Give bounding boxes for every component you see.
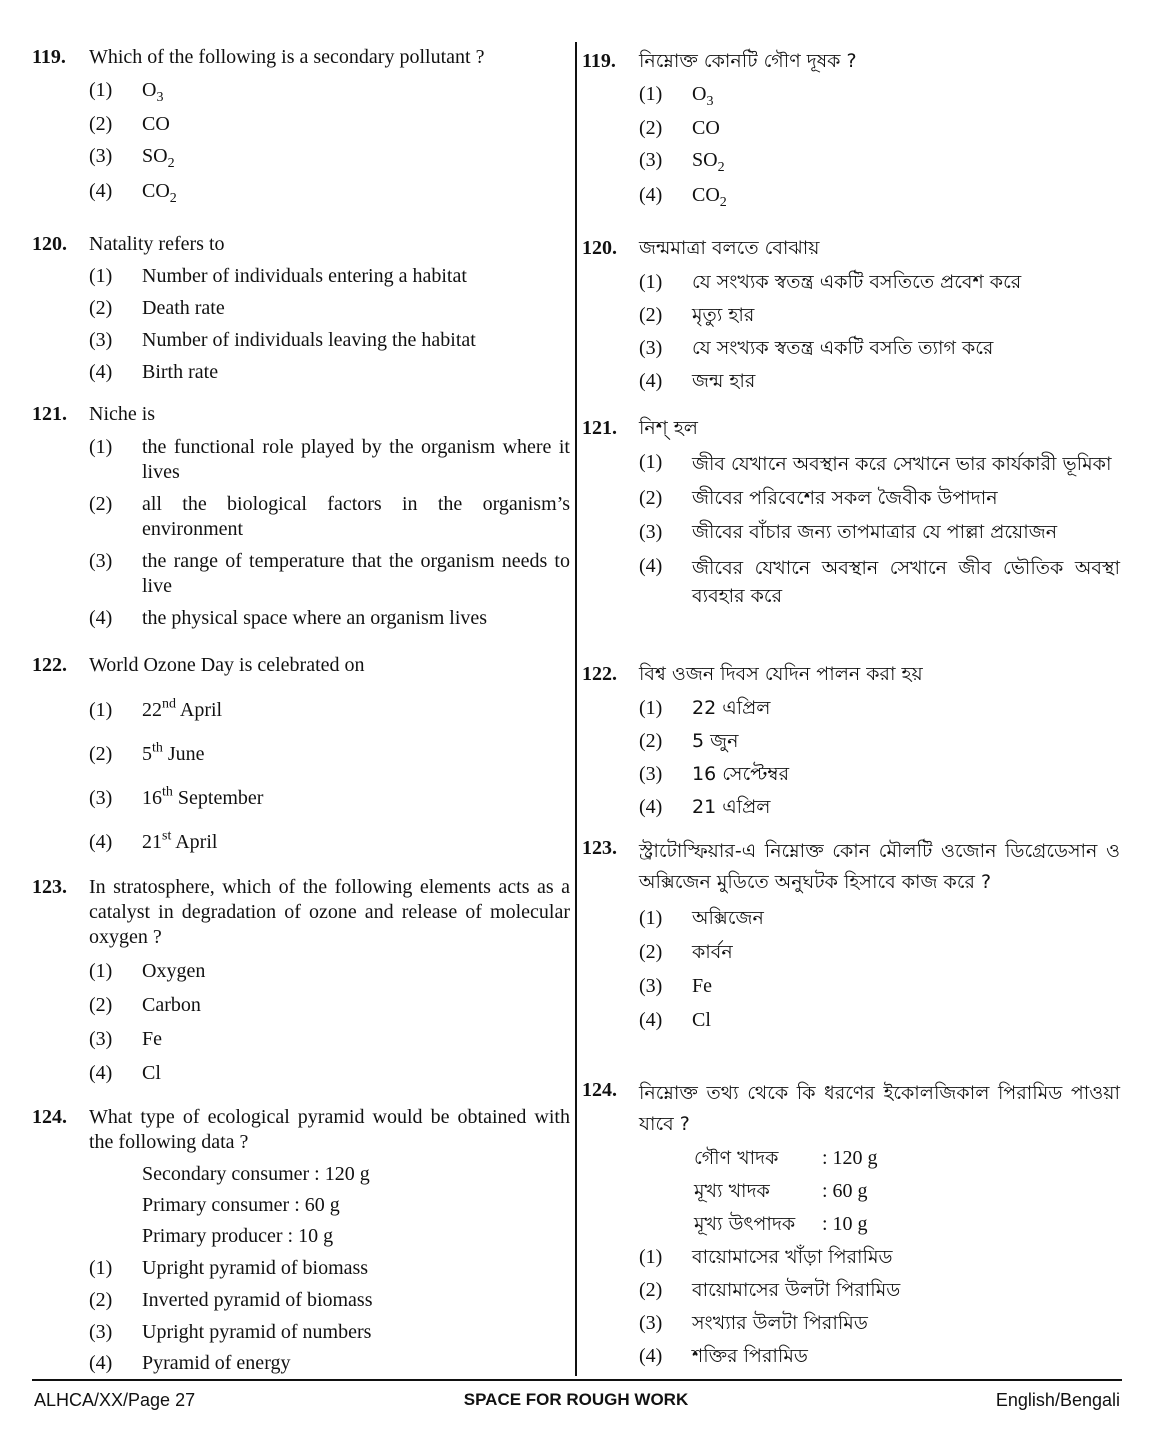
question-number: 121. (32, 403, 67, 425)
question-122-bn (582, 662, 1120, 820)
option: (4) the physical space where an organism lives (89, 607, 488, 629)
option: (1) অক্সিজেন (639, 907, 764, 929)
question-120-en (32, 232, 570, 385)
question-121-bn (582, 416, 1120, 610)
question-text: নিম্নোক্ত কোনটি গৌণ দূষক ? (639, 50, 857, 72)
option: (1) 22nd April (89, 696, 223, 721)
data-line: Primary consumer : 60 g (142, 1194, 340, 1216)
option: (4) $CO_2$ (639, 184, 727, 210)
question-119-bn (582, 49, 1120, 208)
option: (2) CO (89, 113, 170, 135)
option: (4) জীবের যেখানে অবস্থান সেখানে জীব ভৌতিক অবস্থা ব্যবহার করে (639, 555, 1120, 607)
question-number: 119. (32, 46, 66, 68)
question-text: In stratosphere, which of the following elements acts as a catalyst in degradation of ozone and release of molecular oxygen ? (89, 876, 570, 948)
question-number: 123. (582, 837, 617, 859)
question-number: 122. (582, 663, 617, 685)
question-121-en (32, 402, 570, 631)
option: (4) Cl (639, 1009, 711, 1031)
option: (2) 5th June (89, 740, 205, 765)
question-123-en (32, 875, 570, 1086)
option: (3) the range of temperature that the organism needs to live (89, 550, 570, 597)
option: (3) Upright pyramid of numbers (89, 1321, 372, 1343)
footer-rule (32, 1379, 1122, 1381)
option: (4) জন্ম হার (639, 370, 756, 392)
option: (2) Inverted pyramid of biomass (89, 1289, 373, 1311)
footer-page-id: ALHCA/XX/Page 27 (34, 1390, 196, 1410)
question-text: নিম্নোক্ত তথ্য থেকে কি ধরণের ইকোলজিকাল পিরামিড পাওয়া যাবে ? (639, 1082, 1120, 1135)
question-text: স্ট্রাটোস্ফিয়ার-এ নিম্নোক্ত কোন মৌলটি ওজোন ডিগ্রেডেসান ও অক্সিজেন মুডিতে অনুঘটক হিসাবে কাজ করে ? (639, 840, 1120, 893)
question-124-en (32, 1105, 570, 1376)
question-number: 123. (32, 876, 67, 898)
question-text: World Ozone Day is celebrated on (89, 654, 365, 676)
question-number: 120. (582, 237, 617, 259)
question-text: What type of ecological pyramid would be obtained with the following data ? (89, 1106, 570, 1153)
option: (1) Number of individuals entering a habitat (89, 265, 467, 287)
option: (4) 21 এপ্রিল (639, 796, 771, 818)
question-text: বিশ্ব ওজন দিবস যেদিন পালন করা হয় (639, 663, 923, 685)
option: (2) CO (639, 117, 720, 139)
question-text: Which of the following is a secondary pollutant ? (89, 46, 485, 68)
footer-rough-work: SPACE FOR ROUGH WORK (463, 1390, 689, 1409)
option: (3) জীবের বাঁচার জন্য তাপমাত্রার যে পাল্লা প্রয়োজন (639, 521, 1058, 543)
option: (3) $SO_2$ (89, 145, 175, 171)
option: (2) 5 জুন (639, 730, 739, 752)
question-120-bn (582, 236, 1120, 394)
option: (1) 22 এপ্রিল (639, 697, 771, 719)
option: (2) Carbon (89, 994, 201, 1016)
data-row: মূখ্য উৎপাদক : 10 g (694, 1213, 868, 1235)
option: (4) $CO_2$ (89, 180, 177, 206)
option: (4) Pyramid of energy (89, 1352, 291, 1374)
column-divider (575, 42, 577, 1376)
data-line: Secondary consumer : 120 g (142, 1163, 370, 1185)
question-text: নিশ্ হল (639, 417, 698, 439)
option: (1) $O_3$ (639, 83, 714, 109)
option: (4) Birth rate (89, 361, 219, 383)
option: (3) Fe (89, 1028, 162, 1050)
option: (2) all the biological factors in the organism’s environment (89, 493, 570, 540)
footer-language: English/Bengali (995, 1390, 1120, 1410)
option: (3) Number of individuals leaving the habitat (89, 329, 476, 351)
option: (3) সংখ্যার উলটা পিরামিড (639, 1312, 868, 1334)
option: (2) জীবের পরিবেশের সকল জৈবীক উপাদান (639, 487, 998, 509)
option: (1) জীব যেখানে অবস্থান করে সেখানে ভার কার্যকারী ভূমিকা (639, 451, 1112, 475)
option: (2) বায়োমাসের উলটা পিরামিড (639, 1279, 901, 1301)
question-text: জন্মমাত্রা বলতে বোঝায় (639, 237, 820, 259)
option: (3) 16th September (89, 784, 264, 809)
option: (1) $O_3$ (89, 79, 164, 105)
option: (1) বায়োমাসের খাঁড়া পিরামিড (639, 1246, 893, 1268)
question-119-en (32, 45, 570, 204)
option: (2) Death rate (89, 297, 225, 319)
option: (2) মৃত্যু হার (639, 304, 755, 326)
option: (1) Oxygen (89, 960, 206, 982)
option: (3) 16 সেপ্টেম্বর (639, 763, 790, 785)
option: (4) Cl (89, 1062, 161, 1084)
question-123-bn (582, 836, 1120, 1033)
question-number: 122. (32, 654, 67, 676)
option: (3) Fe (639, 975, 712, 997)
data-line: Primary producer : 10 g (142, 1225, 334, 1247)
question-122-en (32, 653, 570, 855)
question-number: 124. (582, 1079, 617, 1101)
data-row: গৌণ খাদক : 120 g (694, 1147, 878, 1169)
question-text: Niche is (89, 403, 156, 425)
option: (1) যে সংখ্যক স্বতন্ত্র একটি বসতিতে প্রবেশ করে (639, 271, 1022, 293)
question-number: 124. (32, 1106, 67, 1128)
option: (3) $SO_2$ (639, 149, 725, 175)
option: (1) the functional role played by the organism where it lives (89, 436, 570, 483)
question-124-bn (582, 1078, 1120, 1369)
question-number: 121. (582, 417, 617, 439)
option: (4) শক্তির পিরামিড (639, 1345, 808, 1367)
option: (3) যে সংখ্যক স্বতন্ত্র একটি বসতি ত্যাগ করে (639, 337, 994, 359)
data-row: মূখ্য খাদক : 60 g (694, 1180, 868, 1202)
option: (4) 21st April (89, 828, 218, 853)
question-text: Natality refers to (89, 233, 225, 255)
question-number: 119. (582, 50, 616, 72)
option: (2) কার্বন (639, 941, 733, 963)
option: (1) Upright pyramid of biomass (89, 1257, 369, 1279)
question-number: 120. (32, 233, 67, 255)
